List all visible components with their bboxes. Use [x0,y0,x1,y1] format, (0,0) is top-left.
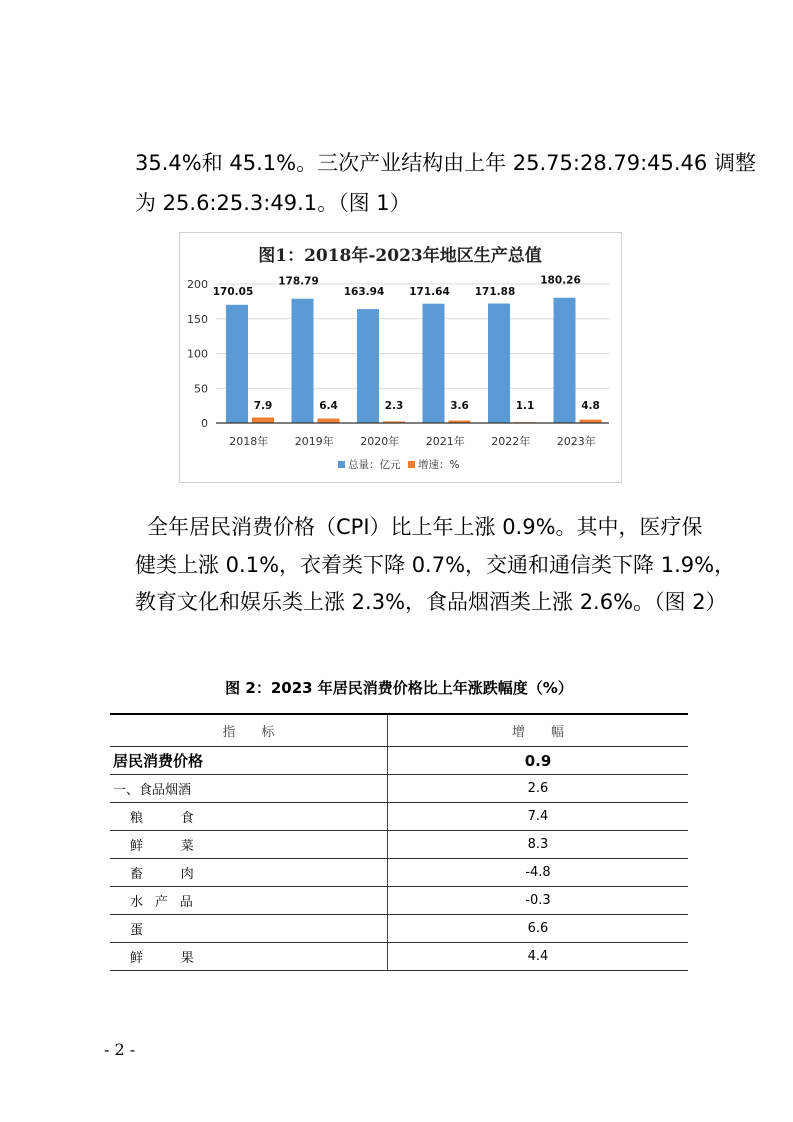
x-tick-label: 2018年 [229,435,269,448]
paragraph2-line-3: 教育文化和娱乐类上涨 2.3%，食品烟酒类上涨 2.6%。（图 2） [135,590,727,614]
table-title: 图 2：2023 年居民消费价格比上年涨跌幅度（%） [225,679,573,697]
legend-swatch [408,461,415,468]
header-indicator: 指 标 [110,714,388,747]
row-label: 蛋 [110,915,388,943]
x-tick-label: 2019年 [294,435,334,448]
legend-swatch [338,461,345,468]
legend-label: 总量：亿元 [348,459,401,471]
data-label: 171.88 [474,286,516,298]
table-row [110,775,688,803]
bar-total [292,299,314,423]
paragraph1-line-2: 为 25.6:25.3:49.1。（图 1） [135,191,411,215]
row-value: 7.4 [388,803,689,831]
legend-label: 增速：% [418,459,460,471]
data-label: 163.94 [343,286,385,298]
bar-total [423,304,445,423]
paragraph1-line-1: 35.4%和 45.1%。三次产业结构由上年 25.75:28.79:45.46 调整 [135,151,756,175]
table-row [110,803,688,831]
bar-growth [252,418,274,423]
row-label: 一、食品烟酒 [110,775,388,803]
x-tick-label: 2022年 [491,435,531,448]
bar-total [357,309,379,423]
table-row [110,915,688,943]
row-value: 2.6 [388,775,689,803]
data-label: 1.1 [515,400,535,412]
data-label: 6.4 [319,400,338,412]
table-row [110,887,688,915]
row-label: 鲜 果 [110,943,388,971]
cpi-table [110,713,688,971]
page-number: - 2 - [104,1040,136,1059]
table-row [110,747,688,775]
bar-total [488,304,510,423]
x-tick-label: 2021年 [425,435,465,448]
chart-title: 图1：2018年-2023年地区生产总值 [258,246,542,266]
data-label: 3.6 [450,400,469,412]
data-label: 2.3 [384,400,404,412]
data-label: 171.64 [409,286,450,298]
row-value: 0.9 [388,747,689,775]
table-row [110,943,688,971]
y-tick-label: 100 [187,347,208,361]
y-tick-label: 0 [201,417,208,430]
row-label: 水 产 品 [110,887,388,915]
row-label: 粮 食 [110,803,388,831]
x-tick-label: 2020年 [360,435,400,448]
header-change: 增 幅 [388,714,689,747]
row-value: 6.6 [388,915,689,943]
table-row [110,859,688,887]
data-label: 4.8 [581,400,600,412]
data-label: 7.9 [253,400,273,412]
row-value: 4.4 [388,943,689,971]
paragraph2-line-1: 全年居民消费价格（CPI）比上年上涨 0.9%。其中，医疗保 [147,515,703,539]
row-label: 鲜 菜 [110,831,388,859]
data-label: 178.79 [278,275,319,288]
paragraph2-line-2: 健类上涨 0.1%，衣着类下降 0.7%，交通和通信类下降 1.9%， [135,553,736,577]
bar-total [226,305,248,423]
y-tick-label: 200 [187,278,208,291]
row-value: -0.3 [388,887,689,915]
row-label: 居民消费价格 [110,747,388,775]
bar-growth [318,419,340,423]
row-value: -4.8 [388,859,689,887]
gdp-chart [179,232,622,483]
data-label: 170.05 [212,286,254,298]
table-row [110,831,688,859]
y-tick-label: 50 [194,382,208,396]
data-label: 180.26 [540,274,581,287]
y-tick-label: 150 [187,312,208,326]
gdp-chart-svg [180,233,621,482]
table-header-row [110,714,688,747]
row-label: 畜 肉 [110,859,388,887]
bar-total [554,298,576,423]
row-value: 8.3 [388,831,689,859]
x-tick-label: 2023年 [556,435,596,448]
